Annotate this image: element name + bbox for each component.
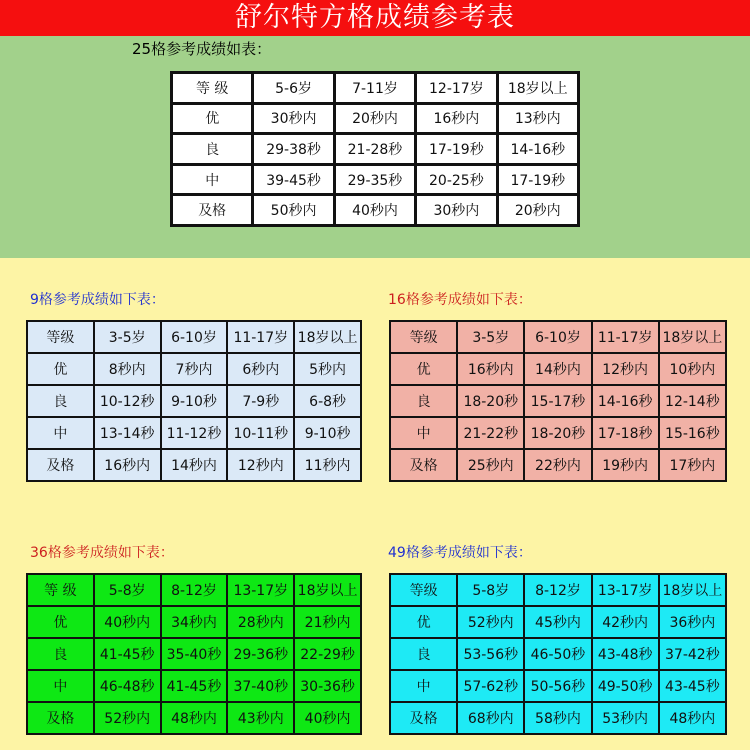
table-header-row [27, 574, 361, 606]
header-cell: 8-12岁 [161, 574, 228, 606]
header-cell: 5-8岁 [94, 574, 161, 606]
grade-cell: 良 [27, 638, 94, 670]
table-row [172, 195, 579, 226]
table-cell: 11秒内 [294, 449, 361, 481]
table-cell: 49-50秒 [592, 670, 659, 702]
table-cell: 40秒内 [334, 195, 415, 226]
table-header-row [172, 73, 579, 104]
table-cell: 15-16秒 [659, 417, 726, 449]
table-cell: 9-10秒 [161, 385, 228, 417]
header-cell: 13-17岁 [592, 574, 659, 606]
table-cell: 18-20秒 [524, 417, 591, 449]
grade-cell: 优 [390, 353, 457, 385]
table-cell: 13-14秒 [94, 417, 161, 449]
table-25-grid [170, 71, 580, 227]
grade-cell: 中 [172, 164, 253, 195]
table-row [390, 449, 726, 481]
table-cell: 29-38秒 [253, 134, 334, 165]
table-cell: 14秒内 [161, 449, 228, 481]
table-cell: 16秒内 [94, 449, 161, 481]
table-16-grid [389, 320, 727, 482]
header-cell: 13-17岁 [227, 574, 294, 606]
header-cell: 3-5岁 [457, 321, 524, 353]
table-cell: 53秒内 [592, 702, 659, 734]
table-header-row [27, 321, 361, 353]
table-row [172, 164, 579, 195]
table-cell: 11-12秒 [161, 417, 228, 449]
table-row [27, 670, 361, 702]
header-cell: 等 级 [27, 574, 94, 606]
table-cell: 10-12秒 [94, 385, 161, 417]
table-cell: 14-16秒 [497, 134, 578, 165]
grade-cell: 良 [27, 385, 94, 417]
table-cell: 20秒内 [334, 103, 415, 134]
grade-cell: 及格 [27, 702, 94, 734]
table-cell: 22-29秒 [294, 638, 361, 670]
header-cell: 11-17岁 [592, 321, 659, 353]
header-cell: 12-17岁 [416, 73, 497, 104]
table-cell: 57-62秒 [457, 670, 524, 702]
table-cell: 10秒内 [659, 353, 726, 385]
table-cell: 48秒内 [161, 702, 228, 734]
table-49-grid [389, 573, 727, 735]
header-cell: 等 级 [172, 73, 253, 104]
grade-cell: 中 [27, 417, 94, 449]
grade-cell: 中 [390, 670, 457, 702]
table-cell: 46-50秒 [524, 638, 591, 670]
grade-cell: 良 [390, 385, 457, 417]
table-cell: 37-42秒 [659, 638, 726, 670]
caption-16-grid: 16格参考成绩如下表： [388, 292, 532, 308]
table-cell: 20秒内 [497, 195, 578, 226]
header-cell: 6-10岁 [161, 321, 228, 353]
table-cell: 14秒内 [524, 353, 591, 385]
header-cell: 8-12岁 [524, 574, 591, 606]
table-row [27, 353, 361, 385]
header-cell: 5-6岁 [253, 73, 334, 104]
table-cell: 28秒内 [227, 606, 294, 638]
grade-cell: 优 [172, 103, 253, 134]
header-cell: 11-17岁 [227, 321, 294, 353]
table-cell: 36秒内 [659, 606, 726, 638]
table-cell: 43秒内 [227, 702, 294, 734]
table-row [27, 638, 361, 670]
grade-cell: 良 [172, 134, 253, 165]
table-cell: 40秒内 [294, 702, 361, 734]
table-cell: 18-20秒 [457, 385, 524, 417]
grade-cell: 及格 [390, 702, 457, 734]
grade-cell: 及格 [390, 449, 457, 481]
header-cell: 等级 [390, 321, 457, 353]
header-cell: 等级 [390, 574, 457, 606]
table-row [390, 670, 726, 702]
table-row [390, 385, 726, 417]
grade-cell: 良 [390, 638, 457, 670]
table-9-grid [26, 320, 362, 482]
table-cell: 45秒内 [524, 606, 591, 638]
table-cell: 48秒内 [659, 702, 726, 734]
table-row [390, 353, 726, 385]
table-row [390, 417, 726, 449]
table-cell: 21-22秒 [457, 417, 524, 449]
table-cell: 35-40秒 [161, 638, 228, 670]
grade-cell: 优 [390, 606, 457, 638]
table-cell: 25秒内 [457, 449, 524, 481]
table-cell: 41-45秒 [161, 670, 228, 702]
table-cell: 37-40秒 [227, 670, 294, 702]
grade-cell: 中 [27, 670, 94, 702]
header-cell: 6-10岁 [524, 321, 591, 353]
table-cell: 43-48秒 [592, 638, 659, 670]
table-cell: 43-45秒 [659, 670, 726, 702]
table-cell: 34秒内 [161, 606, 228, 638]
table-cell: 14-16秒 [592, 385, 659, 417]
table-cell: 17-19秒 [416, 134, 497, 165]
header-cell: 18岁以上 [659, 574, 726, 606]
table-row [27, 417, 361, 449]
table-cell: 9-10秒 [294, 417, 361, 449]
table-cell: 10-11秒 [227, 417, 294, 449]
table-cell: 50-56秒 [524, 670, 591, 702]
table-cell: 46-48秒 [94, 670, 161, 702]
header-cell: 3-5岁 [94, 321, 161, 353]
table-cell: 20-25秒 [416, 164, 497, 195]
table-cell: 52秒内 [457, 606, 524, 638]
table-cell: 52秒内 [94, 702, 161, 734]
table-cell: 17秒内 [659, 449, 726, 481]
grade-cell: 及格 [27, 449, 94, 481]
table-header-row [390, 574, 726, 606]
table-cell: 58秒内 [524, 702, 591, 734]
table-row [27, 385, 361, 417]
header-cell: 5-8岁 [457, 574, 524, 606]
header-cell: 7-11岁 [334, 73, 415, 104]
table-cell: 12-14秒 [659, 385, 726, 417]
table-cell: 19秒内 [592, 449, 659, 481]
table-cell: 17-19秒 [497, 164, 578, 195]
table-row [27, 606, 361, 638]
table-cell: 16秒内 [457, 353, 524, 385]
table-cell: 17-18秒 [592, 417, 659, 449]
table-cell: 12秒内 [227, 449, 294, 481]
table-cell: 50秒内 [253, 195, 334, 226]
header-cell: 18岁以上 [294, 574, 361, 606]
table-cell: 30秒内 [253, 103, 334, 134]
table-header-row [390, 321, 726, 353]
grade-cell: 优 [27, 353, 94, 385]
header-cell: 18岁以上 [659, 321, 726, 353]
header-cell: 18岁以上 [497, 73, 578, 104]
table-cell: 42秒内 [592, 606, 659, 638]
table-cell: 21秒内 [294, 606, 361, 638]
grade-cell: 及格 [172, 195, 253, 226]
table-cell: 53-56秒 [457, 638, 524, 670]
table-cell: 13秒内 [497, 103, 578, 134]
table-cell: 41-45秒 [94, 638, 161, 670]
table-row [390, 702, 726, 734]
table-cell: 68秒内 [457, 702, 524, 734]
table-cell: 40秒内 [94, 606, 161, 638]
table-row [390, 606, 726, 638]
table-cell: 5秒内 [294, 353, 361, 385]
table-cell: 6秒内 [227, 353, 294, 385]
table-cell: 6-8秒 [294, 385, 361, 417]
grade-cell: 中 [390, 417, 457, 449]
header-cell: 18岁以上 [294, 321, 361, 353]
caption-36-grid: 36格参考成绩如下表： [30, 545, 174, 561]
table-cell: 16秒内 [416, 103, 497, 134]
header-cell: 等级 [27, 321, 94, 353]
table-cell: 7秒内 [161, 353, 228, 385]
table-cell: 21-28秒 [334, 134, 415, 165]
table-row [172, 134, 579, 165]
caption-25-grid: 25格参考成绩如表： [132, 40, 272, 58]
caption-49-grid: 49格参考成绩如下表： [388, 545, 532, 561]
table-row [390, 638, 726, 670]
grade-cell: 优 [27, 606, 94, 638]
table-cell: 8秒内 [94, 353, 161, 385]
table-36-grid [26, 573, 362, 735]
table-cell: 39-45秒 [253, 164, 334, 195]
table-row [27, 702, 361, 734]
table-cell: 29-35秒 [334, 164, 415, 195]
caption-9-grid: 9格参考成绩如下表： [30, 292, 165, 308]
table-cell: 15-17秒 [524, 385, 591, 417]
table-row [27, 449, 361, 481]
table-cell: 12秒内 [592, 353, 659, 385]
table-cell: 30-36秒 [294, 670, 361, 702]
table-row [172, 103, 579, 134]
table-cell: 22秒内 [524, 449, 591, 481]
table-cell: 29-36秒 [227, 638, 294, 670]
table-cell: 30秒内 [416, 195, 497, 226]
table-cell: 7-9秒 [227, 385, 294, 417]
page-title: 舒尔特方格成绩参考表 [0, 0, 750, 36]
